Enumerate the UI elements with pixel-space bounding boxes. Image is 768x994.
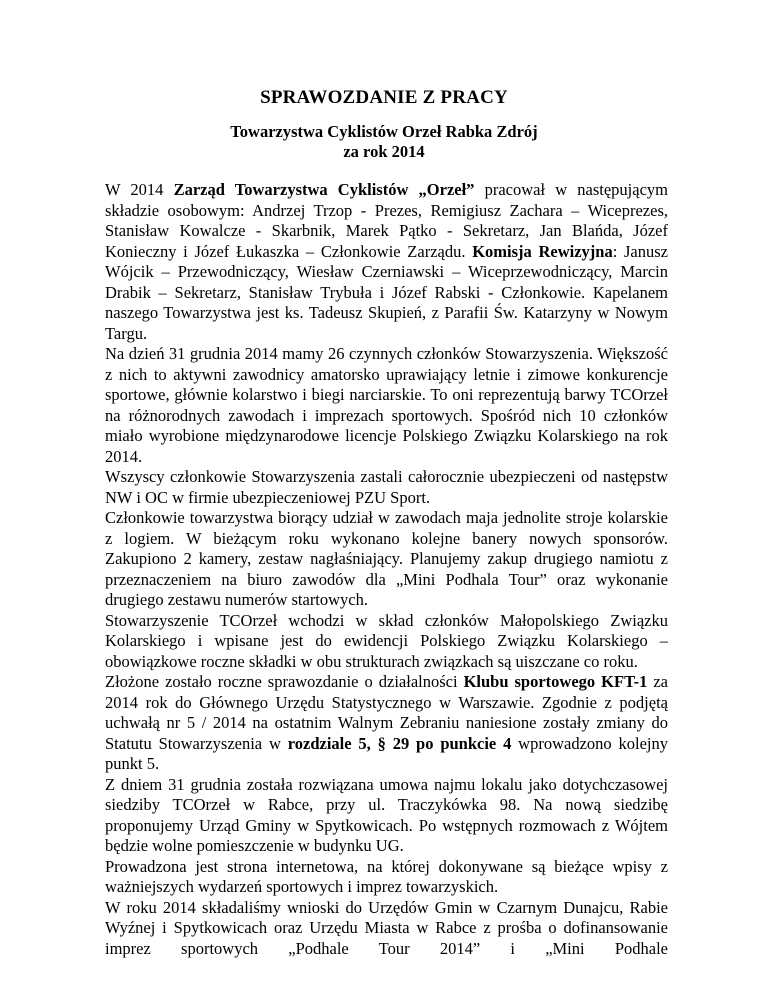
document-title: SPRAWOZDANIE Z PRACY (260, 87, 508, 108)
text-run: Złożone zostało roczne sprawozdanie o działalności (105, 672, 464, 691)
paragraph-headquarters: Z dniem 31 grudnia została rozwiązana umowa najmu lokalu jako dotychczasowej siedziby TCOrzeł w Rabce, przy ul. Traczykówka 98. Na nową siedzibę proponujemy Urząd Gminy w Spytkowicach. Po wstępnych rozmowach z Wójtem będzie wolne pomieszczenie w budynku UG. (105, 774, 668, 855)
paragraph-statistics-report (105, 672, 668, 775)
subtitle-organization: Towarzystwa Cyklistów Orzeł Rabka Zdrój (230, 122, 538, 141)
document-subtitle (0, 122, 768, 162)
paragraph-website: Prowadzona jest strona internetowa, na której dokonywane są bieżące wpisy z ważniejszych wydarzeń sportowych i imprez towarzyskich. (105, 856, 668, 896)
paragraph-insurance: Wszyscy członkowie Stowarzyszenia zastali całorocznie ubezpieczeni od następstw NW i OC w firmie ubezpieczeniowej PZU Sport. (105, 467, 668, 507)
paragraph-members: Na dzień 31 grudnia 2014 mamy 26 czynnych członków Stowarzyszenia. Większość z nich to aktywni zawodnicy amatorsko uprawiający letnie i zimowe konkurencje sportowe, głównie kolarstwo i biegi narciarskie. To oni reprezentują barwy TCOrzeł na różnorodnych zawodach i imprezach sportowych. Spośród nich 10 członków miało wyrobione międzynarodowe licencje Polskiego Związku Kolarskiego na rok 2014. (105, 344, 668, 466)
statute-reference: rozdziale 5, § 29 po punkcie 4 (287, 733, 512, 753)
text-run: W 2014 (105, 180, 174, 199)
audit-committee-label: Komisja Rewizyjna (472, 241, 613, 261)
paragraph-federation: Stowarzyszenie TCOrzeł wchodzi w skład członków Małopolskiego Związku Kolarskiego i wpisane jest do ewidencji Polskiego Związku Kolarskiego – obowiązkowe roczne składki w obu strukturach związkach są uiszczane co roku. (105, 610, 668, 671)
text-run: za 2014 rok do Głównego Urzędu Statystycznego w Warszawie. Zgodnie z podjętą uchwałą nr 5 / 2014 na ostatnim Walnym Zebraniu naniesione zostały zmiany do Statutu Stowarzyszenia w (105, 672, 668, 753)
subtitle-year: za rok 2014 (343, 142, 425, 161)
club-name: Klubu sportowego KFT-1 (463, 672, 648, 691)
paragraph-grants: W roku 2014 składaliśmy wnioski do Urzędów Gmin w Czarnym Dunajcu, Rabie Wyźnej i Spytkowicach oraz Urzędu Miasta w Rabce z prośba o dofinansowanie imprez sportowych „Podhale Tour 2014” i „Mini Podhale (105, 897, 668, 958)
text-run: wprowadzono kolejny punkt 5. (105, 733, 668, 773)
text-run: : Janusz Wójcik – Przewodniczący, Wiesław Czerniawski – Wiceprzewodniczący, Marcin Drabik – Sekretarz, Stanisław Trybuła i Józef Rabski - Członkowie. Kapelanem naszego Towarzystwa jest ks. Tadeusz Skupień, z Parafii Św. Katarzyny w Nowym Targu. (105, 241, 668, 343)
board-name: Zarząd Towarzystwa Cyklistów „Orzeł” (173, 180, 475, 199)
report-body (105, 180, 668, 959)
text-run: pracował w następującym składzie osobowym: Andrzej Trzop - Prezes, Remigiusz Zachara – Wiceprezes, Stanisław Kowalcze - Skarbnik, Marek Pątko - Sekretarz, Jan Blańda, Józef Konieczny i Józef Łukaszka – Członkowie Zarządu. (105, 180, 668, 261)
paragraph-board (105, 180, 668, 344)
paragraph-equipment: Członkowie towarzystwa biorący udział w zawodach maja jednolite stroje kolarskie z logiem. W bieżącym roku wykonano kolejne banery nowych sponsorów. Zakupiono 2 kamery, zestaw nagłaśniający. Planujemy zakup drugiego namiotu z przeznaczeniem na biuro zawodów dla „Mini Podhala Tour” oraz wykonanie drugiego zestawu numerów startowych. (105, 508, 668, 609)
